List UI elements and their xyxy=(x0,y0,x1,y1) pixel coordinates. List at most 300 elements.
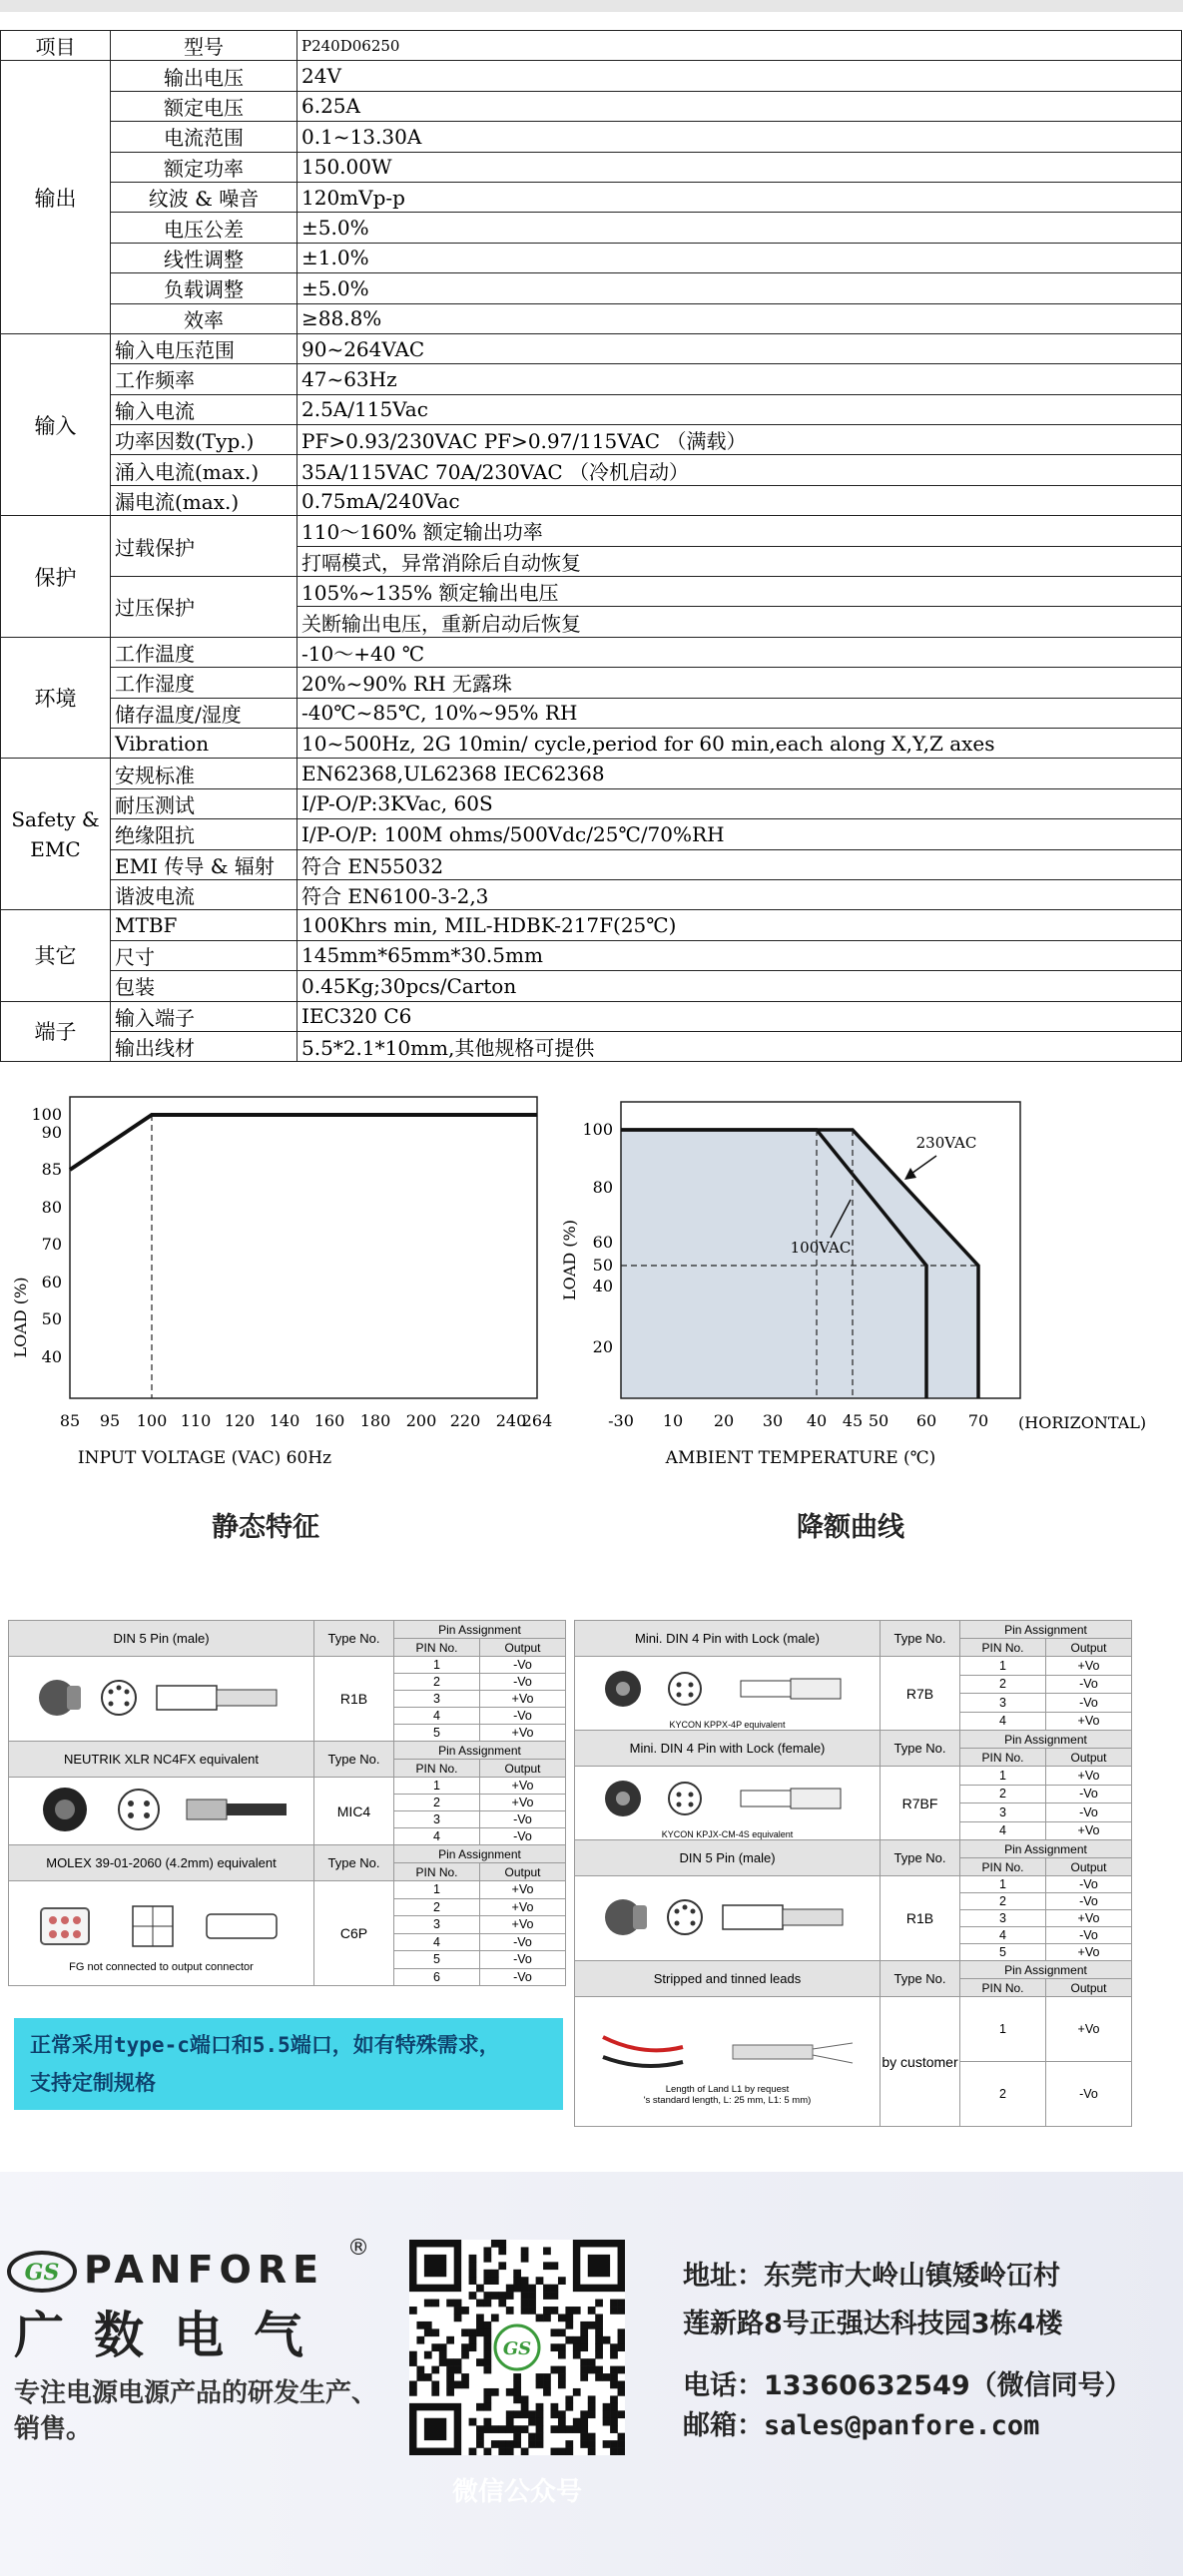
x-tick-label: 200 xyxy=(405,1411,437,1430)
series-label-100vac: 100VAC xyxy=(790,1239,852,1257)
pin-assignment-header: Pin Assignment xyxy=(394,1742,566,1760)
qr-module xyxy=(476,2300,484,2308)
qr-module xyxy=(610,2381,618,2389)
xlr-connector-icon xyxy=(27,1778,296,1841)
pin-number: 2 xyxy=(960,1893,1046,1910)
qr-module xyxy=(595,2366,603,2374)
y-tick-label: 20 xyxy=(592,1337,613,1356)
pin-output: -Vo xyxy=(1046,1675,1132,1694)
svg-text:GS: GS xyxy=(24,2260,60,2286)
qr-module xyxy=(409,2351,417,2359)
derating-curve-chart xyxy=(549,1088,1183,1487)
qr-module xyxy=(610,2373,618,2381)
qr-module xyxy=(558,2373,566,2381)
qr-module xyxy=(483,2300,491,2308)
connector-illustration xyxy=(575,1876,881,1961)
pin-output: +Vo xyxy=(1046,1657,1132,1676)
spec-row xyxy=(1,1001,1182,1031)
spec-category: 保护 xyxy=(1,516,111,638)
pin-number: 3 xyxy=(394,1916,480,1934)
qr-module xyxy=(573,2351,581,2359)
spec-value: ±5.0% xyxy=(297,213,1182,243)
qr-module xyxy=(469,2418,477,2426)
spec-value: IEC320 C6 xyxy=(297,1001,1182,1031)
qr-module xyxy=(580,2343,588,2351)
spec-row xyxy=(1,788,1182,818)
y-tick-label: 40 xyxy=(41,1347,62,1366)
x-axis-label: INPUT VOLTAGE (VAC) 60Hz xyxy=(77,1448,332,1468)
spec-row xyxy=(1,577,1182,607)
qr-module xyxy=(483,2366,491,2374)
pin-output: -Vo xyxy=(480,1968,566,1986)
qr-module xyxy=(483,2292,491,2300)
type-header: Type No. xyxy=(314,1845,394,1881)
spec-value: -40℃~85℃, 10%~95% RH xyxy=(297,698,1182,728)
pin-output: -Vo xyxy=(1046,1876,1132,1893)
pin-output: +Vo xyxy=(480,1725,566,1742)
spec-name: 电压公差 xyxy=(111,213,297,243)
qr-module xyxy=(573,2336,581,2344)
qr-module xyxy=(431,2381,439,2389)
qr-module xyxy=(469,2270,477,2278)
mini-connector-icon xyxy=(593,1767,863,1830)
company-slogan: 专注电源电源产品的研发生产、销售。 xyxy=(14,2378,378,2444)
note-line-1: 正常采用type-c端口和5.5端口，如有特殊需求， xyxy=(30,2033,500,2057)
qr-module xyxy=(424,2351,432,2359)
spec-name: 工作温度 xyxy=(111,637,297,667)
x-tick-label: 70 xyxy=(967,1411,989,1430)
qr-module xyxy=(469,2448,477,2455)
qr-module xyxy=(603,2418,611,2426)
spec-value: 47~63Hz xyxy=(297,364,1182,394)
pin-output: +Vo xyxy=(1046,1997,1132,2062)
qr-module xyxy=(595,2343,603,2351)
spec-value: ±1.0% xyxy=(297,243,1182,272)
connector-footnote: FG not connected to output connector xyxy=(69,1960,254,1973)
spec-name: 负载调整 xyxy=(111,273,297,303)
qr-module xyxy=(565,2321,573,2329)
din-connector-icon xyxy=(27,1666,296,1730)
pin-output: -Vo xyxy=(1046,1785,1132,1803)
qr-module xyxy=(506,2425,514,2433)
qr-module xyxy=(476,2328,484,2336)
spec-row xyxy=(1,485,1182,515)
qr-module xyxy=(483,2418,491,2426)
pin-number: 1 xyxy=(960,1876,1046,1893)
qr-module xyxy=(521,2448,529,2455)
email-label: 邮箱： xyxy=(683,2410,764,2441)
connector-illustration xyxy=(575,1997,881,2127)
qr-module xyxy=(416,2366,424,2374)
qr-module xyxy=(483,2403,491,2411)
qr-module xyxy=(528,2307,536,2315)
output-header: Output xyxy=(1046,1749,1132,1767)
spec-name: 耐压测试 xyxy=(111,788,297,818)
qr-module xyxy=(491,2314,499,2321)
spec-row xyxy=(1,273,1182,303)
qr-module xyxy=(461,2307,469,2315)
qr-module xyxy=(521,2277,529,2285)
y-tick-label: 70 xyxy=(41,1235,62,1254)
address-line-2: 莲新路8号正强达科技园3栋4楼 xyxy=(683,2309,1063,2339)
y-tick-label: 100 xyxy=(31,1105,62,1124)
qr-module xyxy=(610,2403,618,2411)
y-tick-label: 50 xyxy=(41,1309,62,1328)
qr-module xyxy=(424,2321,432,2329)
qr-module xyxy=(446,2336,454,2344)
pin-no-header: PIN No. xyxy=(394,1760,480,1778)
spec-row xyxy=(1,182,1182,212)
spec-value: 6.25A xyxy=(297,91,1182,121)
qr-module xyxy=(424,2373,432,2381)
qr-module xyxy=(521,2247,529,2255)
qr-module xyxy=(580,2410,588,2418)
qr-module xyxy=(483,2395,491,2403)
qr-module xyxy=(439,2343,447,2351)
qr-module xyxy=(618,2343,625,2351)
spec-name: 过载保护 xyxy=(111,516,297,577)
qr-module xyxy=(551,2328,559,2336)
qr-module xyxy=(521,2255,529,2263)
qr-module xyxy=(461,2351,469,2359)
x-tick-label: 60 xyxy=(915,1411,937,1430)
pin-number: 3 xyxy=(394,1691,480,1708)
x-tick-label: 110 xyxy=(180,1411,212,1430)
qr-module xyxy=(483,2336,491,2344)
spec-value: 5.5*2.1*10mm,其他规格可提供 xyxy=(297,1031,1182,1061)
output-header: Output xyxy=(1046,1979,1132,1997)
pin-number: 5 xyxy=(960,1944,1046,1961)
pin-output: +Vo xyxy=(480,1881,566,1899)
qr-module xyxy=(461,2343,469,2351)
qr-module xyxy=(513,2285,521,2293)
pin-output: -Vo xyxy=(480,1828,566,1845)
phone-line: 电话：13360632549（微信同号） xyxy=(683,2370,1132,2401)
y-tick-label: 60 xyxy=(592,1233,613,1252)
qr-module xyxy=(469,2262,477,2270)
pin-number: 4 xyxy=(394,1828,480,1845)
pin-number: 4 xyxy=(960,1712,1046,1731)
spec-row xyxy=(1,516,1182,546)
qr-module xyxy=(551,2307,559,2315)
qr-module xyxy=(543,2285,551,2293)
qr-module xyxy=(580,2328,588,2336)
registered-mark: ® xyxy=(347,2236,369,2261)
qr-module xyxy=(610,2440,618,2448)
qr-finder-core xyxy=(424,2255,446,2277)
connector-illustration xyxy=(575,1767,881,1840)
spec-table xyxy=(0,30,1182,1062)
qr-module xyxy=(610,2425,618,2433)
qr-module xyxy=(483,2343,491,2351)
spec-row xyxy=(1,1031,1182,1061)
qr-module xyxy=(543,2307,551,2315)
qr-module xyxy=(595,2336,603,2344)
top-divider xyxy=(0,0,1183,12)
qr-module xyxy=(521,2410,529,2418)
spec-row xyxy=(1,728,1182,758)
qr-module xyxy=(573,2388,581,2396)
spec-value: 打嗝模式，异常消除后自动恢复 xyxy=(297,546,1182,576)
qr-module xyxy=(551,2262,559,2270)
molex-connector-icon xyxy=(27,1894,296,1958)
connector-title: Mini. DIN 4 Pin with Lock (female) xyxy=(575,1731,881,1767)
qr-module xyxy=(603,2410,611,2418)
qr-module xyxy=(483,2328,491,2336)
pin-number: 4 xyxy=(960,1821,1046,1840)
pin-number: 1 xyxy=(394,1881,480,1899)
qr-module xyxy=(580,2373,588,2381)
x-tick-label: 50 xyxy=(868,1411,889,1430)
x-tick-label: 160 xyxy=(313,1411,345,1430)
spec-row xyxy=(1,849,1182,879)
spec-value: 35A/115VAC 70A/230VAC （冷机启动） xyxy=(297,455,1182,485)
y-tick-label: 100 xyxy=(582,1120,613,1139)
qr-module xyxy=(483,2358,491,2366)
spec-value: 符合 EN55032 xyxy=(297,849,1182,879)
spec-value: 10~500Hz, 2G 10min/ cycle,period for 60 min,each along X,Y,Z axes xyxy=(297,728,1182,758)
spec-row xyxy=(1,455,1182,485)
qr-module xyxy=(536,2410,544,2418)
qr-module xyxy=(558,2418,566,2426)
email-line xyxy=(683,2403,1039,2442)
qr-module xyxy=(476,2321,484,2329)
pin-no-header: PIN No. xyxy=(394,1639,480,1657)
pin-number: 2 xyxy=(394,1674,480,1691)
spec-name: 输入电流 xyxy=(111,394,297,424)
type-number: R1B xyxy=(314,1657,394,1742)
qr-caption: 微信公众号 xyxy=(451,2477,582,2507)
qr-module xyxy=(476,2358,484,2366)
static-characteristics-chart xyxy=(0,1083,559,1482)
spec-value: 符合 EN6100-3-2,3 xyxy=(297,879,1182,909)
qr-module xyxy=(498,2440,506,2448)
qr-module xyxy=(476,2314,484,2321)
spec-name: 工作湿度 xyxy=(111,668,297,698)
spec-value: 90~264VAC xyxy=(297,333,1182,363)
spec-value: EN62368,UL62368 IEC62368 xyxy=(297,759,1182,788)
qr-module xyxy=(439,2358,447,2366)
qr-module xyxy=(431,2300,439,2308)
spec-name: 线性调整 xyxy=(111,243,297,272)
qr-module xyxy=(491,2240,499,2248)
qr-module xyxy=(454,2381,462,2389)
output-header: Output xyxy=(1046,1639,1132,1657)
y-tick-label: 40 xyxy=(592,1277,613,1295)
pin-number: 4 xyxy=(960,1927,1046,1944)
qr-logo-text: GS xyxy=(502,2338,532,2359)
type-number: C6P xyxy=(314,1881,394,1986)
qr-module xyxy=(551,2410,559,2418)
connector-title: DIN 5 Pin (male) xyxy=(575,1840,881,1876)
qr-module xyxy=(528,2292,536,2300)
qr-module xyxy=(536,2381,544,2389)
pin-output: +Vo xyxy=(1046,1821,1132,1840)
qr-module xyxy=(483,2255,491,2263)
spec-name: 额定电压 xyxy=(111,91,297,121)
pin-no-header: PIN No. xyxy=(960,1979,1046,1997)
wechat-qr-code[interactable] xyxy=(409,2240,625,2455)
address-line-1: 地址：东莞市大岭山镇矮岭冚村 xyxy=(683,2261,1060,2292)
pin-number: 5 xyxy=(394,1951,480,1969)
qr-module xyxy=(618,2440,625,2448)
spec-row xyxy=(1,819,1182,849)
qr-module xyxy=(543,2247,551,2255)
note-line-2: 支持定制规格 xyxy=(30,2071,156,2095)
qr-module xyxy=(580,2440,588,2448)
qr-module xyxy=(580,2425,588,2433)
connector-caption: KYCON KPPX-4P equivalent xyxy=(669,1720,786,1730)
spec-name: 尺寸 xyxy=(111,940,297,970)
qr-module xyxy=(506,2440,514,2448)
qr-module xyxy=(588,2448,596,2455)
qr-module xyxy=(565,2395,573,2403)
pin-output: -Vo xyxy=(1046,1803,1132,1822)
qr-module xyxy=(483,2448,491,2455)
qr-module xyxy=(513,2381,521,2389)
qr-module xyxy=(603,2336,611,2344)
qr-module xyxy=(580,2358,588,2366)
qr-module xyxy=(558,2328,566,2336)
spec-row xyxy=(1,698,1182,728)
header-model: 型号 xyxy=(111,31,297,61)
qr-module xyxy=(558,2425,566,2433)
spec-value: 150.00W xyxy=(297,152,1182,182)
output-header: Output xyxy=(480,1760,566,1778)
qr-module xyxy=(454,2314,462,2321)
spec-name: 功率因数(Typ.) xyxy=(111,425,297,455)
qr-module xyxy=(498,2262,506,2270)
qr-module xyxy=(498,2240,506,2248)
qr-module xyxy=(424,2300,432,2308)
qr-module xyxy=(521,2300,529,2308)
qr-module xyxy=(491,2270,499,2278)
x-tick-label: 30 xyxy=(762,1411,784,1430)
spec-row xyxy=(1,425,1182,455)
qr-module xyxy=(543,2373,551,2381)
pin-number: 1 xyxy=(394,1657,480,1674)
qr-module xyxy=(491,2292,499,2300)
qr-module xyxy=(588,2410,596,2418)
qr-module xyxy=(506,2388,514,2396)
qr-module xyxy=(513,2373,521,2381)
x-tick-label: 140 xyxy=(269,1411,300,1430)
qr-module xyxy=(565,2336,573,2344)
qr-module xyxy=(476,2285,484,2293)
qr-module xyxy=(618,2448,625,2455)
spec-row xyxy=(1,759,1182,788)
spec-name: 漏电流(max.) xyxy=(111,485,297,515)
pin-number: 1 xyxy=(960,1657,1046,1676)
qr-module xyxy=(543,2388,551,2396)
qr-module xyxy=(580,2321,588,2329)
chart2-title: 降额曲线 xyxy=(797,1512,904,1543)
qr-module xyxy=(521,2395,529,2403)
pin-output: -Vo xyxy=(480,1933,566,1951)
pin-assignment-header: Pin Assignment xyxy=(960,1731,1132,1749)
type-number: MIC4 xyxy=(314,1778,394,1845)
qr-module xyxy=(588,2366,596,2374)
qr-module xyxy=(595,2351,603,2359)
connector-title: MOLEX 39-01-2060 (4.2mm) equivalent xyxy=(9,1845,314,1881)
qr-module xyxy=(431,2366,439,2374)
email-address[interactable]: sales@panfore.com xyxy=(764,2410,1040,2441)
spec-row xyxy=(1,879,1182,909)
pin-assignment-header: Pin Assignment xyxy=(960,1961,1132,1979)
qr-module xyxy=(610,2343,618,2351)
brand-wordmark: PANFORE xyxy=(84,2248,325,2292)
spec-row xyxy=(1,91,1182,121)
qr-module xyxy=(431,2328,439,2336)
spec-name: 安规标准 xyxy=(111,759,297,788)
qr-module xyxy=(618,2307,625,2315)
pin-number: 5 xyxy=(394,1725,480,1742)
qr-module xyxy=(610,2410,618,2418)
qr-module xyxy=(595,2321,603,2329)
connector-title: Mini. DIN 4 Pin with Lock (male) xyxy=(575,1621,881,1657)
plot-frame xyxy=(70,1097,537,1398)
qr-module xyxy=(431,2388,439,2396)
qr-module xyxy=(543,2381,551,2389)
qr-module xyxy=(551,2343,559,2351)
qr-module xyxy=(409,2381,417,2389)
qr-module xyxy=(580,2418,588,2426)
qr-module xyxy=(565,2314,573,2321)
x-tick-label: 264 xyxy=(521,1411,553,1430)
qr-module xyxy=(476,2425,484,2433)
connector-table xyxy=(574,1620,1132,2127)
qr-module xyxy=(513,2425,521,2433)
qr-module xyxy=(491,2440,499,2448)
spec-name: 过压保护 xyxy=(111,577,297,638)
qr-module xyxy=(618,2388,625,2396)
qr-module xyxy=(536,2314,544,2321)
qr-module xyxy=(528,2300,536,2308)
connector-illustration xyxy=(9,1881,314,1986)
spec-category: 输出 xyxy=(1,61,111,334)
company-name: 广数电气 xyxy=(14,2307,333,2364)
qr-module xyxy=(498,2300,506,2308)
qr-module xyxy=(565,2440,573,2448)
spec-name: 储存温度/湿度 xyxy=(111,698,297,728)
qr-module xyxy=(498,2247,506,2255)
customization-note xyxy=(14,2018,563,2110)
qr-module xyxy=(618,2328,625,2336)
spec-name: MTBF xyxy=(111,910,297,940)
qr-module xyxy=(476,2433,484,2441)
type-number: R1B xyxy=(881,1876,960,1961)
qr-module xyxy=(521,2307,529,2315)
qr-module xyxy=(551,2366,559,2374)
qr-module xyxy=(416,2336,424,2344)
spec-value: 0.1~13.30A xyxy=(297,122,1182,152)
qr-module xyxy=(536,2373,544,2381)
spec-name: 输入电压范围 xyxy=(111,333,297,363)
pin-number: 4 xyxy=(394,1708,480,1725)
qr-module xyxy=(543,2262,551,2270)
qr-module xyxy=(498,2292,506,2300)
pin-output: +Vo xyxy=(1046,1910,1132,1927)
pin-output: +Vo xyxy=(480,1691,566,1708)
leads-caption-2: 's standard length, L: 25 mm, L1: 5 mm) xyxy=(643,2095,812,2106)
header-item: 项目 xyxy=(1,31,111,61)
spec-row xyxy=(1,910,1182,940)
qr-module xyxy=(573,2307,581,2315)
qr-module xyxy=(603,2373,611,2381)
qr-module xyxy=(483,2277,491,2285)
spec-category: 输入 xyxy=(1,333,111,515)
spec-value: 100Khrs min, MIL-HDBK-217F(25℃) xyxy=(297,910,1182,940)
